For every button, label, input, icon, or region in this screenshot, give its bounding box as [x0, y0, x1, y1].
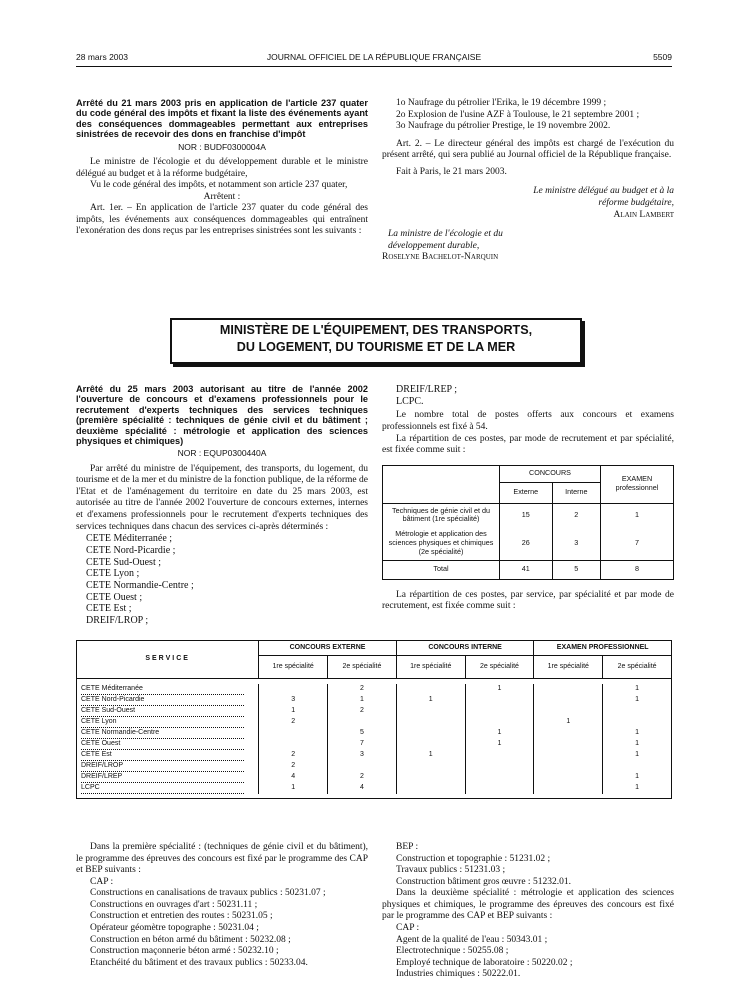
- service-item: CETE Méditerranée ;: [86, 533, 173, 545]
- arrete1-arretent: Arrêtent :: [203, 191, 241, 202]
- header-page-number: 5509: [653, 52, 672, 62]
- row-label: Total: [383, 560, 500, 579]
- service-value: [534, 750, 603, 761]
- table-row: [383, 560, 674, 579]
- arrete2-repart-text: La répartition de ces postes, par mode de recrutement et par spécialité, est fixée comme suit :: [382, 433, 674, 456]
- th-concours: CONCOURS: [500, 465, 601, 482]
- table-row: [77, 761, 672, 772]
- arrete2-left: [76, 384, 368, 627]
- service-item: CETE Est ;: [86, 603, 132, 615]
- table-row: [77, 728, 672, 739]
- spec2-intro: Dans la deuxième spécialité : métrologie et application des sciences physiques et chimiques, le programme des épreuves des concours est fixé par le programme des CAP et BEP suivants :: [382, 888, 674, 922]
- table-row: [383, 527, 674, 560]
- service-value: [465, 761, 534, 772]
- service-label: LCPC: [81, 783, 100, 791]
- service-label: CETE Nord-Picardie: [81, 695, 145, 703]
- service-value: [396, 772, 465, 783]
- service-item: CETE Sud-Ouest ;: [86, 556, 161, 568]
- services-list: [76, 533, 368, 627]
- service-value: [465, 706, 534, 717]
- page-header: [76, 52, 672, 66]
- th-spec-2: 2e spécialité: [603, 656, 672, 679]
- service-value: [534, 684, 603, 695]
- service-value: 3: [328, 750, 397, 761]
- signature1-role: Le ministre délégué au budget et à la réforme budgétaire,: [533, 186, 674, 209]
- arrete1-art2: Art. 2. – Le directeur général des impôts est chargé de l'exécution du présent arrêté, qui sera publié au Journal officiel de la République française.: [382, 138, 674, 161]
- header-journal: JOURNAL OFFICIEL DE LA RÉPUBLIQUE FRANÇAISE: [266, 52, 482, 62]
- service-value: 1: [603, 783, 672, 794]
- service-value: [396, 761, 465, 772]
- service-value: 2: [328, 684, 397, 695]
- service-value: 2: [259, 750, 328, 761]
- service-value: [534, 695, 603, 706]
- cap-item: Etanchéité du bâtiment et des travaux publics : 50233.04.: [90, 957, 308, 968]
- table-row: [77, 684, 672, 695]
- header-rule: [76, 66, 672, 67]
- cap-item: Construction en béton armé du bâtiment : 50232.08 ;: [90, 934, 291, 945]
- th-externe: Externe: [500, 482, 553, 503]
- cell-ext: 41: [500, 560, 553, 579]
- service-name: [77, 783, 259, 794]
- th-examen-professionnel: EXAMEN PROFESSIONNEL: [534, 641, 672, 656]
- service-label: CETE Est: [81, 750, 112, 758]
- service-item: DREIF/LREP ;: [396, 384, 458, 395]
- th-spec-1: 1re spécialité: [396, 656, 465, 679]
- th-service: SERVICE: [77, 641, 259, 679]
- service-value: 1: [603, 772, 672, 783]
- service-value: 1: [465, 739, 534, 750]
- service-item: CETE Nord-Picardie ;: [86, 544, 176, 556]
- table-row: [77, 706, 672, 717]
- cell-int: 2: [552, 503, 600, 527]
- arrete2-total-text: Le nombre total de postes offerts aux concours et examens professionnels est fixé à 54.: [382, 410, 674, 432]
- service-value: 1: [603, 695, 672, 706]
- service-value: 1: [465, 728, 534, 739]
- cell-exam: 7: [601, 527, 674, 560]
- service-value: 1: [603, 739, 672, 750]
- cap-item: Construction et entretien des routes : 50231.05 ;: [90, 911, 273, 922]
- service-value: 2: [259, 717, 328, 728]
- service-value: [534, 706, 603, 717]
- service-name: [77, 772, 259, 783]
- table-row: [77, 783, 672, 794]
- service-value: [396, 684, 465, 695]
- ministry-line2: DU LOGEMENT, DU TOURISME ET DE LA MER: [236, 340, 516, 354]
- bottom-left: [76, 842, 368, 969]
- service-value: 1: [603, 684, 672, 695]
- cell-exam: 8: [601, 560, 674, 579]
- signature1-name: Alain Lambert: [613, 209, 674, 220]
- service-value: [259, 684, 328, 695]
- service-value: [534, 772, 603, 783]
- cap2-label: CAP :: [396, 923, 420, 934]
- signature2-name: Roselyne Bachelot-Narquin: [382, 252, 499, 263]
- th-concours-interne: CONCOURS INTERNE: [396, 641, 534, 656]
- service-item: LCPC.: [396, 395, 424, 407]
- arrete1-left: [76, 98, 368, 238]
- spec1-intro: Dans la première spécialité : (techniques de génie civil et du bâtiment), le programme des épreuves des concours est fixé par le programme des CAP et BEP suivants :: [76, 842, 368, 876]
- arrete1-p2: Vu le code général des impôts, et notamment son article 237 quater,: [90, 180, 348, 191]
- service-name: [77, 695, 259, 706]
- cap2-item: Industries chimiques : 50222.01.: [396, 969, 521, 980]
- table-row: [77, 739, 672, 750]
- arrete2-p1: Par arrêté du ministre de l'équipement, des transports, du logement, du tourisme et de la mer et du ministre de la fonction publique, de la réforme de l'Etat et de l'aménagement du territoire en date du 25 mars 2003, est autorisée au titre de l'année 2002 l'ouverture de concours externes, internes et d'examens professionnels pour le recrutement d'experts techniques des services techniques dans chacun des services ci-après déterminés :: [76, 463, 368, 532]
- service-value: [465, 772, 534, 783]
- service-item: CETE Ouest ;: [86, 591, 143, 603]
- arrete1-nor: NOR : BUDF0300004A: [178, 141, 266, 152]
- service-name: [77, 717, 259, 728]
- th-spec-2: 2e spécialité: [328, 656, 397, 679]
- cell-exam: 1: [601, 503, 674, 527]
- service-value: 2: [328, 706, 397, 717]
- service-label: CETE Ouest: [81, 739, 121, 747]
- cell-int: 3: [552, 527, 600, 560]
- cap2-item: Employé technique de laboratoire : 50220.02 ;: [396, 957, 573, 968]
- bottom-right: [382, 842, 674, 981]
- service-value: 1: [465, 684, 534, 695]
- service-value: [603, 706, 672, 717]
- th-concours-externe: CONCOURS EXTERNE: [259, 641, 397, 656]
- table-row: [77, 695, 672, 706]
- row-label: Techniques de génie civil et du bâtiment (1re spécialité): [383, 503, 500, 527]
- service-value: 1: [259, 706, 328, 717]
- service-value: 7: [328, 739, 397, 750]
- service-name: [77, 706, 259, 717]
- service-label: DREIF/LROP: [81, 761, 124, 769]
- bep-item: Construction et topographie : 51231.02 ;: [396, 853, 551, 864]
- bep-item: Travaux publics : 51231.03 ;: [396, 865, 506, 876]
- header-date: 28 mars 2003: [76, 52, 128, 62]
- service-value: 1: [396, 695, 465, 706]
- cap2-item: Agent de la qualité de l'eau : 50343.01 ;: [396, 934, 548, 945]
- service-value: 1: [259, 783, 328, 794]
- arrete1-item-1: 1o Naufrage du pétrolier l'Erika, le 19 décembre 1999 ;: [396, 98, 607, 108]
- service-value: 1: [534, 717, 603, 728]
- ministry-banner: [170, 318, 582, 364]
- service-label: CETE Méditerranée: [81, 684, 143, 692]
- table-row: [383, 503, 674, 527]
- service-value: 2: [259, 761, 328, 772]
- service-item: CETE Normandie-Centre ;: [86, 579, 194, 591]
- cell-int: 5: [552, 560, 600, 579]
- service-value: 1: [396, 750, 465, 761]
- ministry-line1: MINISTÈRE DE L'ÉQUIPEMENT, DES TRANSPORTS,: [219, 323, 533, 337]
- service-label: CETE Sud-Ouest: [81, 706, 136, 714]
- service-value: [534, 761, 603, 772]
- cap-item: Constructions en canalisations de travaux publics : 50231.07 ;: [90, 888, 326, 899]
- bep-item: Construction bâtiment gros œuvre : 51232.01.: [396, 876, 571, 887]
- arrete1-title: Arrêté du 21 mars 2003 pris en application de l'article 237 quater du code général des impôts et fixant la liste des événements ayant des conséquences dommageables permettant aux entreprises sinistrées de recevoir des dons en franchise d'impôt: [76, 98, 368, 140]
- cell-ext: 26: [500, 527, 553, 560]
- arrete1-p1: Le ministre de l'écologie et du développement durable et le ministre délégué au budget et à la réforme budgétaire,: [76, 156, 368, 179]
- service-value: [534, 739, 603, 750]
- service-value: 1: [328, 695, 397, 706]
- arrete2-right: [382, 384, 674, 613]
- th-spec-1: 1re spécialité: [534, 656, 603, 679]
- arrete1-item-3: 3o Naufrage du pétrolier Prestige, le 19 novembre 2002.: [396, 121, 611, 132]
- service-value: 4: [328, 783, 397, 794]
- service-value: [603, 717, 672, 728]
- services-list-cont: [382, 384, 674, 407]
- posts-by-service-table: [76, 640, 672, 799]
- table-row: [77, 717, 672, 728]
- table-row: [77, 750, 672, 761]
- service-value: 4: [259, 772, 328, 783]
- service-value: [465, 783, 534, 794]
- service-value: [465, 695, 534, 706]
- service-value: 2: [328, 772, 397, 783]
- cap-item: Opérateur géomètre topographe : 50231.04 ;: [90, 923, 259, 934]
- service-value: [396, 717, 465, 728]
- th-interne: Interne: [552, 482, 600, 503]
- service-label: CETE Normandie-Centre: [81, 728, 160, 736]
- service-value: [259, 728, 328, 739]
- service-name: [77, 750, 259, 761]
- arrete1-fait: Fait à Paris, le 21 mars 2003.: [396, 166, 507, 177]
- service-value: [603, 761, 672, 772]
- service-value: [396, 728, 465, 739]
- arrete2-title: Arrêté du 25 mars 2003 autorisant au titre de l'année 2002 l'ouverture de concours et d'examens professionnels pour le recrutement d'experts techniques des services techniques (première spécialité : techniques de génie civil et du bâtiment ; deuxième spécialité : métrologie et application des sciences physiques et chimiques): [76, 384, 368, 446]
- bep-label: BEP :: [396, 842, 419, 852]
- arrete2-repart2-text: La répartition de ces postes, par service, par spécialité et par mode de recrutement, est fixée comme suit :: [382, 589, 674, 612]
- th-examen: EXAMEN professionnel: [601, 465, 674, 503]
- arrete1-right: [382, 98, 674, 264]
- service-item: CETE Lyon ;: [86, 568, 140, 580]
- service-name: [77, 761, 259, 772]
- posts-by-mode-table: [382, 465, 674, 580]
- service-value: [396, 783, 465, 794]
- service-name: [77, 728, 259, 739]
- service-value: 3: [259, 695, 328, 706]
- service-value: [396, 739, 465, 750]
- service-name: [77, 684, 259, 695]
- cap-item: Construction maçonnerie béton armé : 50232.10 ;: [90, 946, 279, 957]
- service-value: [328, 761, 397, 772]
- arrete1-art1: Art. 1er. – En application de l'article 237 quater du code général des impôts, les événements aux conséquences dommageables qui entraînent l'exonération des dons reçus par les entreprises sinistrées sont les suivants :: [76, 203, 368, 237]
- arrete2-nor: NOR : EQUP0300440A: [177, 448, 267, 459]
- cap-label: CAP :: [90, 876, 114, 887]
- cell-ext: 15: [500, 503, 553, 527]
- table-row: [77, 772, 672, 783]
- signature2-role: La ministre de l'écologie et du développement durable,: [388, 229, 503, 251]
- service-name: [77, 739, 259, 750]
- th-spec-2: 2e spécialité: [465, 656, 534, 679]
- service-value: [465, 717, 534, 728]
- service-label: DREIF/LREP: [81, 772, 123, 780]
- service-value: 5: [328, 728, 397, 739]
- service-value: [534, 783, 603, 794]
- cap-item: Constructions en ouvrages d'art : 50231.11 ;: [90, 899, 258, 910]
- row-label: Métrologie et application des sciences physiques et chimiques (2e spécialité): [383, 527, 500, 560]
- service-value: [396, 706, 465, 717]
- service-value: 1: [603, 728, 672, 739]
- service-value: 1: [603, 750, 672, 761]
- service-value: [259, 739, 328, 750]
- service-value: [534, 728, 603, 739]
- service-value: [328, 717, 397, 728]
- arrete1-item-2: 2o Explosion de l'usine AZF à Toulouse, le 21 septembre 2001 ;: [396, 109, 640, 120]
- service-item: DREIF/LROP ;: [86, 614, 149, 626]
- service-label: CETE Lyon: [81, 717, 117, 725]
- th-spec-1: 1re spécialité: [259, 656, 328, 679]
- cap2-item: Electrotechnique : 50255.08 ;: [396, 946, 509, 957]
- service-value: [465, 750, 534, 761]
